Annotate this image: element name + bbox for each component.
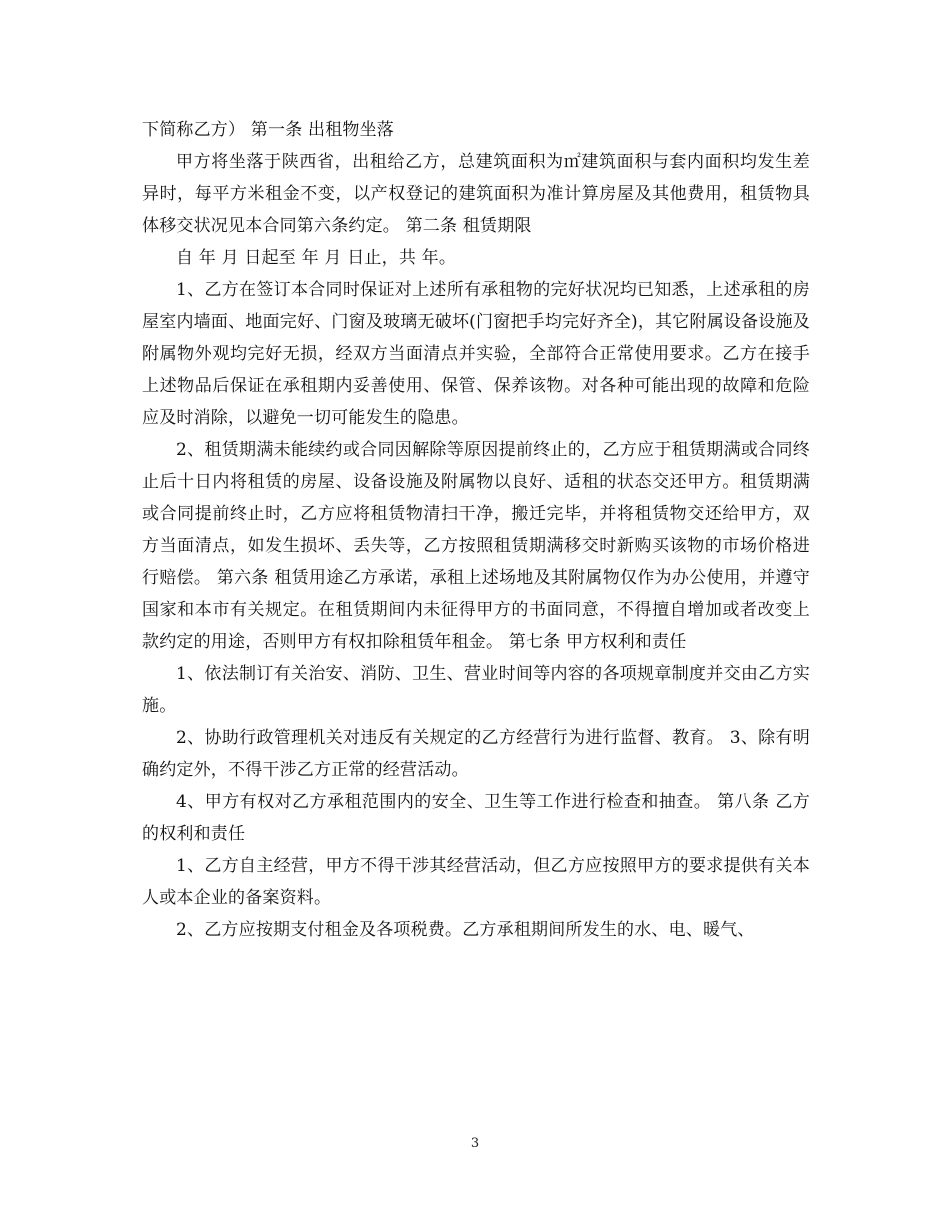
paragraph-8: 4、甲方有权对乙方承租范围内的安全、卫生等工作进行检查和抽查。 第八条 乙方的权利和责任 bbox=[142, 792, 810, 844]
paragraph-6: 1、依法制订有关治安、消防、卫生、营业时间等内容的各项规章制度并交由乙方实施。 bbox=[142, 664, 810, 716]
paragraph-10: 2、乙方应按期支付租金及各项税费。乙方承租期间所发生的水、电、暖气、 bbox=[176, 920, 755, 940]
paragraph-2: 甲方将坐落于陕西省，出租给乙方，总建筑面积为㎡建筑面积与套内面积均发生差异时，每平方米租金不变，以产权登记的建筑面积为准计算房屋及其他费用，租赁物具体移交状况见本合同第六条约定。 第二条 租赁期限 bbox=[142, 152, 810, 236]
paragraph-4: 1、乙方在签订本合同时保证对上述所有承租物的完好状况均已知悉，上述承租的房屋室内墙面、地面完好、门窗及玻璃无破坏(门窗把手均完好齐全)，其它附属设备设施及附属物外观均完好无损，经双方当面清点并实验，全部符合正常使用要求。乙方在接手上述物品后保证在承租期内妥善使用、保管、保养该物。对各种可能出现的故障和危险应及时消除，以避免一切可能发生的隐患。 bbox=[142, 280, 810, 428]
paragraph-3: 自 年 月 日起至 年 月 日止，共 年。 bbox=[176, 248, 457, 268]
paragraph-1: 下简称乙方） 第一条 出租物坐落 bbox=[142, 120, 395, 140]
page-number: 3 bbox=[470, 1136, 480, 1151]
paragraph-9: 1、乙方自主经营，甲方不得干涉其经营活动，但乙方应按照甲方的要求提供有关本人或本企业的备案资料。 bbox=[142, 856, 810, 908]
document-body bbox=[142, 114, 810, 946]
paragraph-5: 2、租赁期满未能续约或合同因解除等原因提前终止的，乙方应于租赁期满或合同终止后十日内将租赁的房屋、设备设施及附属物以良好、适租的状态交还甲方。租赁期满或合同提前终止时，乙方应将租赁物清扫干净，搬迁完毕，并将租赁物交还给甲方，双方当面清点，如发生损坏、丢失等，乙方按照租赁期满移交时新购买该物的市场价格进行赔偿。 第六条 租赁用途乙方承诺，承租上述场地及其附属物仅作为办公使用，并遵守国家和本市有关规定。在租赁期间内未征得甲方的书面同意，不得擅自增加或者改变上款约定的用途，否则甲方有权扣除租赁年租金。 第七条 甲方权利和责任 bbox=[142, 440, 810, 652]
paragraph-7: 2、协助行政管理机关对违反有关规定的乙方经营行为进行监督、教育。 3、除有明确约定外，不得干涉乙方正常的经营活动。 bbox=[142, 728, 810, 780]
